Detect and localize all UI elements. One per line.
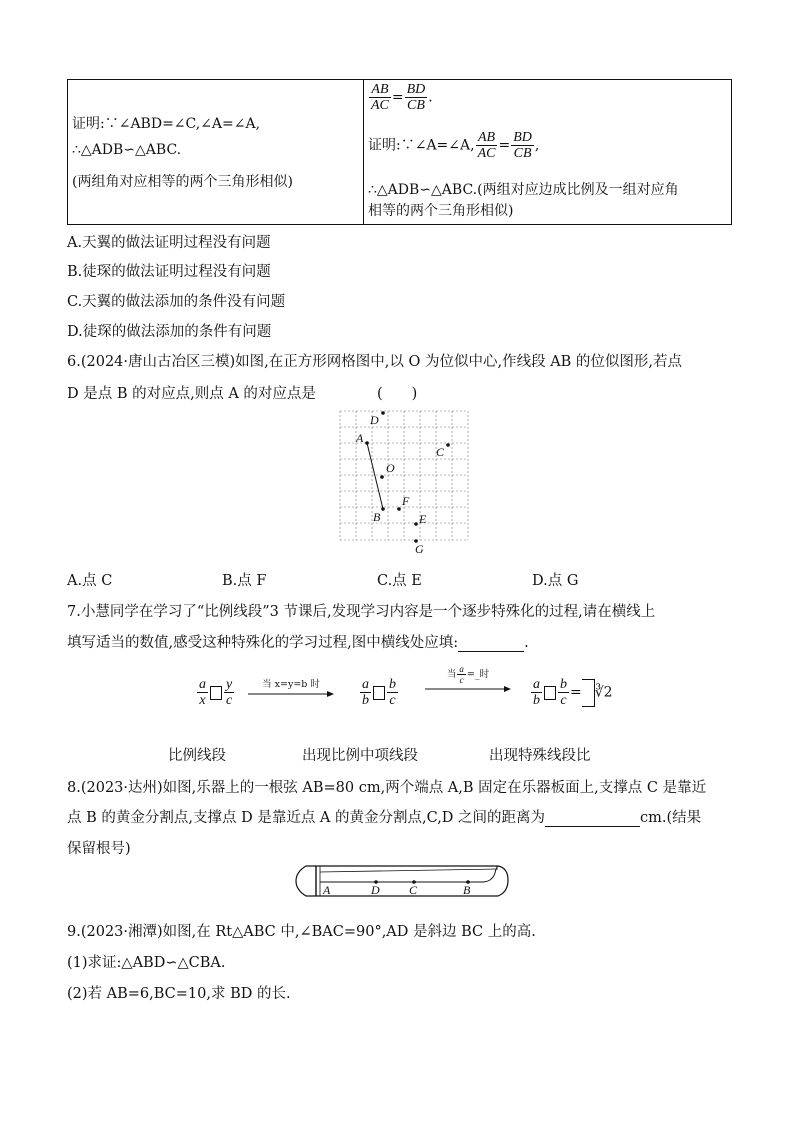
q9-line1: 9.(2023·湘潭)如图,在 Rt△ABC 中,∠BAC=90°,AD 是斜边 BC 上的高. xyxy=(67,924,536,940)
point-o xyxy=(380,475,384,479)
answer-box xyxy=(582,679,595,707)
label-c: C xyxy=(436,445,445,459)
cube-root-2: ∛2 xyxy=(594,684,613,701)
label-o: O xyxy=(386,461,395,475)
left-line1: 证明:∵∠ABD=∠C,∠A=∠A, xyxy=(72,116,261,132)
right-line3: ∴△ADB∽△ABC.(两组对应边成比例及一组对应角 xyxy=(368,182,679,198)
point-c xyxy=(446,443,450,447)
point-a xyxy=(365,441,369,445)
left-line2: ∴△ADB∽△ABC. xyxy=(72,142,182,158)
q6-line2: D 是点 B 的对应点,则点 A 的对应点是 xyxy=(67,386,316,402)
string-label-c: C xyxy=(409,883,418,897)
flow-step2: $\frac{a}{b}$ $\frac{b}{c}$ xyxy=(362,677,396,708)
q7-line1: 7.小慧同学在学习了“比例线段”3 节课后,发现学习内容是一个逐步特殊化的过程,请在横线上 xyxy=(67,604,656,620)
point-d xyxy=(381,411,385,415)
arrow1-label: 当 x=y=b 时 xyxy=(262,679,320,690)
label-d: D xyxy=(370,413,379,427)
arrow1 xyxy=(248,676,334,698)
grid-figure xyxy=(330,406,470,556)
label-g: G xyxy=(415,542,424,556)
option5-c: C.天翼的做法添加的条件没有问题 xyxy=(67,294,286,310)
q6-line1: 6.(2024·唐山古冶区三模)如图,在正方形网格图中,以 O 为位似中心,作线段 AB 的位似图形,若点 xyxy=(67,354,683,370)
label-e: E xyxy=(419,512,427,526)
proof-table xyxy=(67,79,732,225)
option5-d: D.徒琛的做法添加的条件有问题 xyxy=(67,324,272,340)
q6-option-b: B.点 F xyxy=(222,573,267,589)
q6-option-a: A.点 C xyxy=(67,573,113,589)
flow-step1: $\frac{a}{x}$ $\frac{y}{c}$ xyxy=(199,677,233,708)
frac-ab-ac: $\frac{AB}{AC}$ xyxy=(371,82,389,113)
point-b xyxy=(381,507,385,511)
label-proportion-segments: 比例线段 xyxy=(168,748,226,764)
flow-step3: $\frac{a}{b}$ $\frac{b}{c}$ = ∛2 xyxy=(533,677,613,708)
proof-cell-right xyxy=(364,80,732,225)
q7-answer-blank xyxy=(458,637,524,652)
right-top-formula: $\frac{AB}{AC}$ = $\frac{BD}{CB}$ . xyxy=(371,82,433,113)
point-f xyxy=(397,507,401,511)
q8-line2: 点 B 的黄金分割点,支撑点 D 是靠近点 A 的黄金分割点,C,D 之间的距离为 cm.(结果 xyxy=(67,810,702,826)
q6-answer-paren: ( ) xyxy=(377,386,418,402)
option5-b: B.徒琛的做法证明过程没有问题 xyxy=(67,264,271,280)
proof-cell-left xyxy=(68,80,364,225)
q8-line3: 保留根号) xyxy=(67,841,131,857)
point-e xyxy=(414,522,418,526)
label-a: A xyxy=(356,431,364,445)
label-special-ratio: 出现特殊线段比 xyxy=(489,748,591,764)
left-line3: (两组角对应相等的两个三角形相似) xyxy=(72,174,293,190)
frac-bd-cb: $\frac{BD}{CB}$ xyxy=(406,82,426,113)
string-label-b: B xyxy=(463,883,471,897)
option5-a: A.天翼的做法证明过程没有问题 xyxy=(67,235,271,251)
q7-line2: 填写适当的数值,感受这种特殊化的学习过程,图中横线处应填: . xyxy=(67,635,529,651)
right-line2: 证明:∵∠A=∠A, $\frac{AB}{AC}$ = $\frac{BD}{CB}$ , xyxy=(368,130,540,161)
q8-line1: 8.(2023·达州)如图,乐器上的一根弦 AB=80 cm,两个端点 A,B 固定在乐器板面上,支撑点 C 是靠近 xyxy=(67,780,707,796)
arrow2-label: 当 $\frac{a}{c}$ =_时 xyxy=(446,664,490,685)
q6-option-c: C.点 E xyxy=(377,573,422,589)
label-b: B xyxy=(373,510,381,524)
q6-option-d: D.点 G xyxy=(532,573,579,589)
q8-answer-blank xyxy=(545,812,640,827)
arrow2 xyxy=(425,664,511,693)
string-label-a: A xyxy=(323,883,331,897)
right-line4: 相等的两个三角形相似) xyxy=(368,203,514,219)
label-f: F xyxy=(402,494,410,508)
string-label-d: D xyxy=(371,883,380,897)
label-mean-proportional: 出现比例中项线段 xyxy=(302,748,418,764)
q9-line3: (2)若 AB=6,BC=10,求 BD 的长. xyxy=(67,986,291,1002)
instrument-figure xyxy=(292,860,514,904)
q9-line2: (1)求证:△ABD∽△CBA. xyxy=(67,955,226,971)
